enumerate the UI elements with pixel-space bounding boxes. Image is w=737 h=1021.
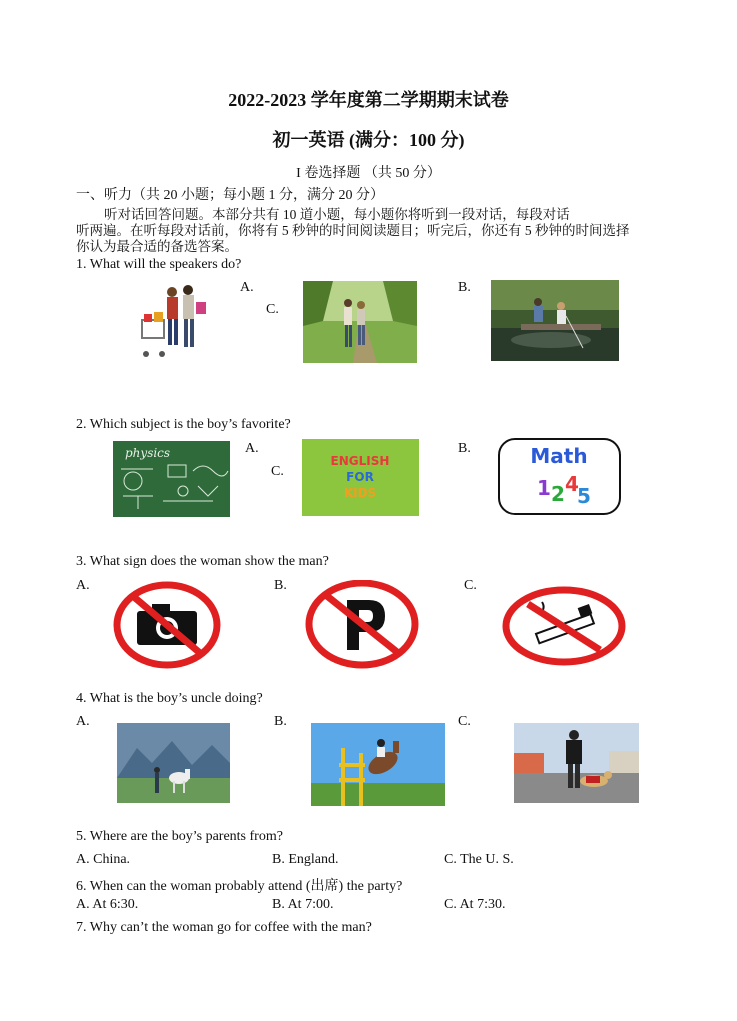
question-3: 3. What sign does the woman show the man? xyxy=(76,554,329,569)
q6-option-a: A. At 6:30. xyxy=(76,897,139,912)
q3-option-b-label: B. xyxy=(274,578,287,593)
instruction-line-1: 听对话回答问题。本部分共有 10 道小题，每小题你将听到一段对话，每段对话 xyxy=(104,207,570,222)
section-heading: 一、听力（共 20 小题；每小题 1 分，满分 20 分） xyxy=(76,188,384,203)
instruction-line-3: 你认为最合适的备选答案。 xyxy=(76,239,238,254)
no-camera-sign xyxy=(112,581,222,669)
q2-option-c-label: C. xyxy=(271,464,284,479)
no-parking-sign xyxy=(305,580,420,669)
physics-word: physics xyxy=(125,446,171,460)
question-5: 5. Where are the boy’s parents from? xyxy=(76,829,283,844)
shopping-couple-image xyxy=(110,282,226,362)
walking-dog-image xyxy=(514,723,639,803)
q6-option-b: B. At 7:00. xyxy=(272,897,334,912)
q5-option-b: B. England. xyxy=(272,852,339,867)
for-word: FOR xyxy=(346,470,374,484)
no-smoking-sign xyxy=(500,584,628,668)
svg-text:1: 1 xyxy=(537,476,551,500)
english-for-kids-image xyxy=(302,439,419,516)
math-logo-image xyxy=(497,437,622,516)
horse-jumping-image xyxy=(311,723,445,806)
part-heading: I 卷选择题 （共 50 分） xyxy=(296,166,441,181)
english-word: ENGLISH xyxy=(330,454,390,468)
question-4: 4. What is the boy’s uncle doing? xyxy=(76,691,263,706)
q3-option-c-label: C. xyxy=(464,578,477,593)
q1-option-c-label: C. xyxy=(266,302,279,317)
math-word: Math xyxy=(530,444,588,468)
question-7: 7. Why can’t the woman go for coffee with the man? xyxy=(76,920,372,935)
kids-word: KIDS xyxy=(343,486,377,500)
q2-option-a-label: A. xyxy=(245,441,259,456)
q5-option-a: A. China. xyxy=(76,852,131,867)
instruction-line-2: 听两遍。在听每段对话前，你将有 5 秒钟的时间阅读题目；听完后，你还有 5 秒钟的时间选择 xyxy=(76,223,630,238)
physics-chalkboard-image xyxy=(113,441,230,517)
q3-option-a-label: A. xyxy=(76,578,90,593)
q4-option-b-label: B. xyxy=(274,714,287,729)
walking-in-forest-image xyxy=(303,281,417,363)
question-6: 6. When can the woman probably attend (出席) the party? xyxy=(76,879,403,894)
exam-subtitle: 初一英语 (满分：100 分) xyxy=(272,130,465,150)
q1-option-b-label: B. xyxy=(458,280,471,295)
man-with-horse-image xyxy=(117,723,230,803)
svg-text:5: 5 xyxy=(577,484,591,508)
q4-option-c-label: C. xyxy=(458,714,471,729)
fishing-pond-image xyxy=(491,280,619,361)
question-1: 1. What will the speakers do? xyxy=(76,257,242,272)
svg-text:4: 4 xyxy=(565,472,579,496)
exam-title: 2022-2023 学年度第二学期期末试卷 xyxy=(228,90,509,110)
q4-option-a-label: A. xyxy=(76,714,90,729)
q6-option-c: C. At 7:30. xyxy=(444,897,506,912)
q2-option-b-label: B. xyxy=(458,441,471,456)
question-2: 2. Which subject is the boy’s favorite? xyxy=(76,417,291,432)
q5-option-c: C. The U. S. xyxy=(444,852,514,867)
q1-option-a-label: A. xyxy=(240,280,254,295)
svg-text:2: 2 xyxy=(551,482,565,506)
